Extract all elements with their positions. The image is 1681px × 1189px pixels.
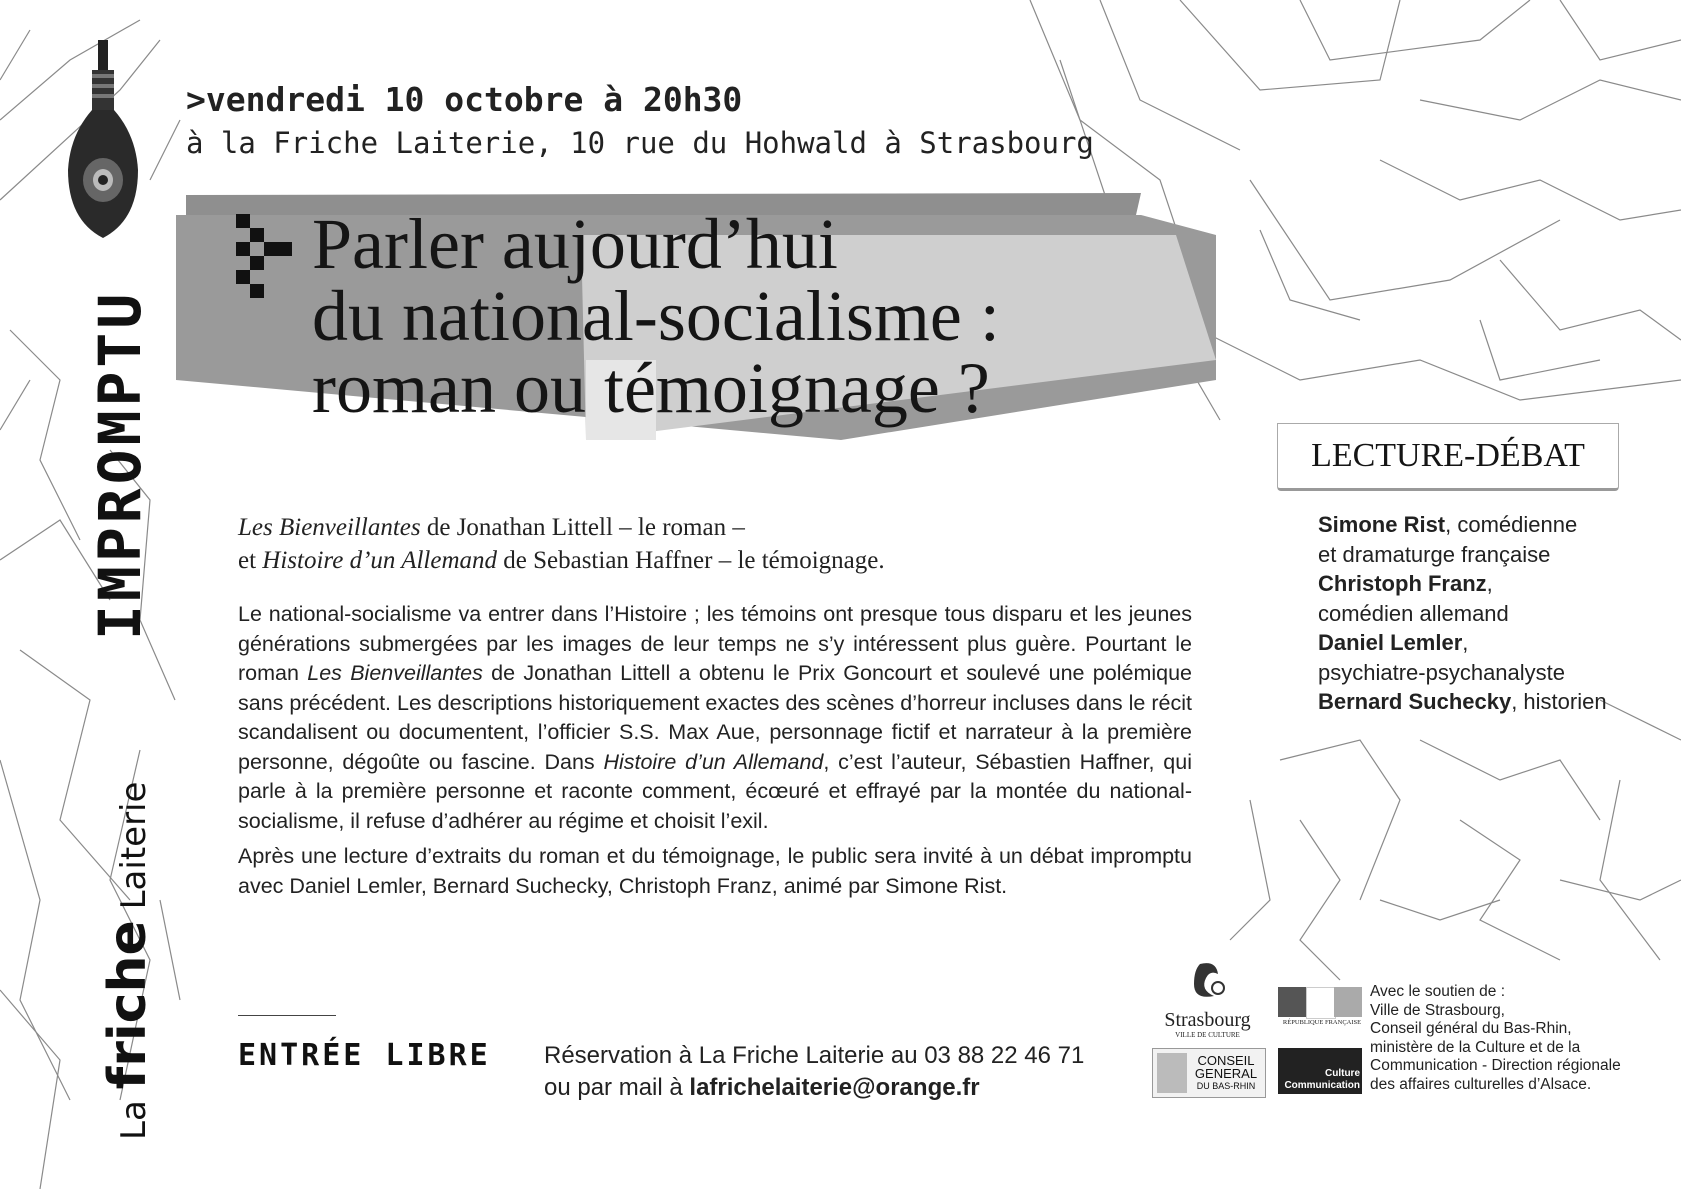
event-title <box>312 204 1112 428</box>
title-line-2: du national-socialisme : <box>312 276 1000 356</box>
event-date: >vendredi 10 octobre à 20h30 <box>186 80 743 119</box>
description-paragraph-2: Après une lecture d’extraits du roman et du témoignage, le public sera invité à un débat impromptu avec Daniel Lemler, Bernard Suchecky, Christoph Franz, animé par Simone Rist. <box>238 844 1192 898</box>
speaker-role: comédien allemand <box>1318 600 1509 626</box>
title-line-3: roman ou témoignage ? <box>312 348 990 428</box>
speaker-item: Simone Rist, comédienne <box>1318 512 1578 537</box>
strasbourg-emblem-icon <box>1160 960 1255 1006</box>
event-type-badge: LECTURE-DÉBAT <box>1277 423 1619 491</box>
sponsors-text: Avec le soutien de : Ville de Strasbourg, Conseil général du Bas-Rhin, ministère de la Culture et de la Communication - Direction régionale des affaires culturelles d’Alsace. <box>1370 983 1621 1093</box>
email-link[interactable]: lafrichelaiterie@orange.fr <box>689 1074 980 1101</box>
title-line-1: Parler aujourd’hui <box>312 204 838 284</box>
speaker-role: psychiatre-psychanalyste <box>1318 659 1566 685</box>
speaker-role: et dramaturge française <box>1318 541 1551 567</box>
conseil-general-emblem-icon <box>1157 1053 1187 1093</box>
speaker-list <box>1318 510 1658 717</box>
conseil-general-logo: CONSEIL GENERAL DU BAS-RHIN <box>1152 1048 1266 1098</box>
venue-logo-la: La <box>114 1100 154 1140</box>
light-bulb-icon <box>62 40 144 240</box>
strasbourg-logo: Strasbourg VILLE DE CULTURE <box>1160 960 1255 1040</box>
reservation-phone: Réservation à La Friche Laiterie au 03 88 22 46 71 <box>544 1042 1085 1069</box>
reservation-info: Réservation à La Friche Laiterie au 03 88 22 46 71 ou par mail à lafrichelaiterie@orange.fr <box>544 1040 1124 1104</box>
pixel-arrow-icon <box>236 214 292 298</box>
speaker-item: Bernard Suchecky, historien <box>1318 689 1607 714</box>
venue-logo-laiterie: Laiterie <box>114 781 154 910</box>
speaker-item: Christoph Franz, <box>1318 571 1493 596</box>
series-title: IMPROMPTU <box>86 289 154 640</box>
venue-logo-friche: friche <box>98 920 158 1090</box>
divider <box>238 1015 336 1016</box>
description-paragraph-1: Le national-socialisme va entrer dans l’Histoire ; les témoins ont presque tous disparu et les jeunes générations submergées par les images de leur temps ne s’y intéressent plus guère. Pourtant le roman Les Bienveillantes de Jonathan Littell a obtenu le Prix Goncourt et soulevé une polémique sans précédent. Les descriptions historiquement exactes des scènes d’horreur incluses dans le récit scandalisent ou documentent, l’officier S.S. Max Aue, personnage fictif et narrateur à la première personne, dégoûte ou fascine. Dans Histoire d’un Allemand, c’est l’auteur, Sébastien Haffner, qui parle à la première personne et raconte comment, écœuré et effrayé par la montée du national-socialisme, il refuse d’adhérer au régime et choisit l’exil. <box>238 602 1192 833</box>
venue-logo <box>98 782 158 1140</box>
free-entry-label: ENTRÉE LIBRE <box>238 1038 491 1073</box>
intro-text: Les Bienveillantes de Jonathan Littell – le roman – et Histoire d’un Allemand de Sebastian Haffner – le témoignage. <box>238 514 885 574</box>
culture-communication-logo: Culture Communication <box>1278 1048 1362 1094</box>
event-place: à la Friche Laiterie, 10 rue du Hohwald à Strasbourg <box>186 126 1094 160</box>
republique-francaise-logo: RÉPUBLIQUE FRANÇAISE <box>1278 987 1364 1033</box>
speaker-item: Daniel Lemler, <box>1318 630 1469 655</box>
description-text <box>238 600 1192 907</box>
